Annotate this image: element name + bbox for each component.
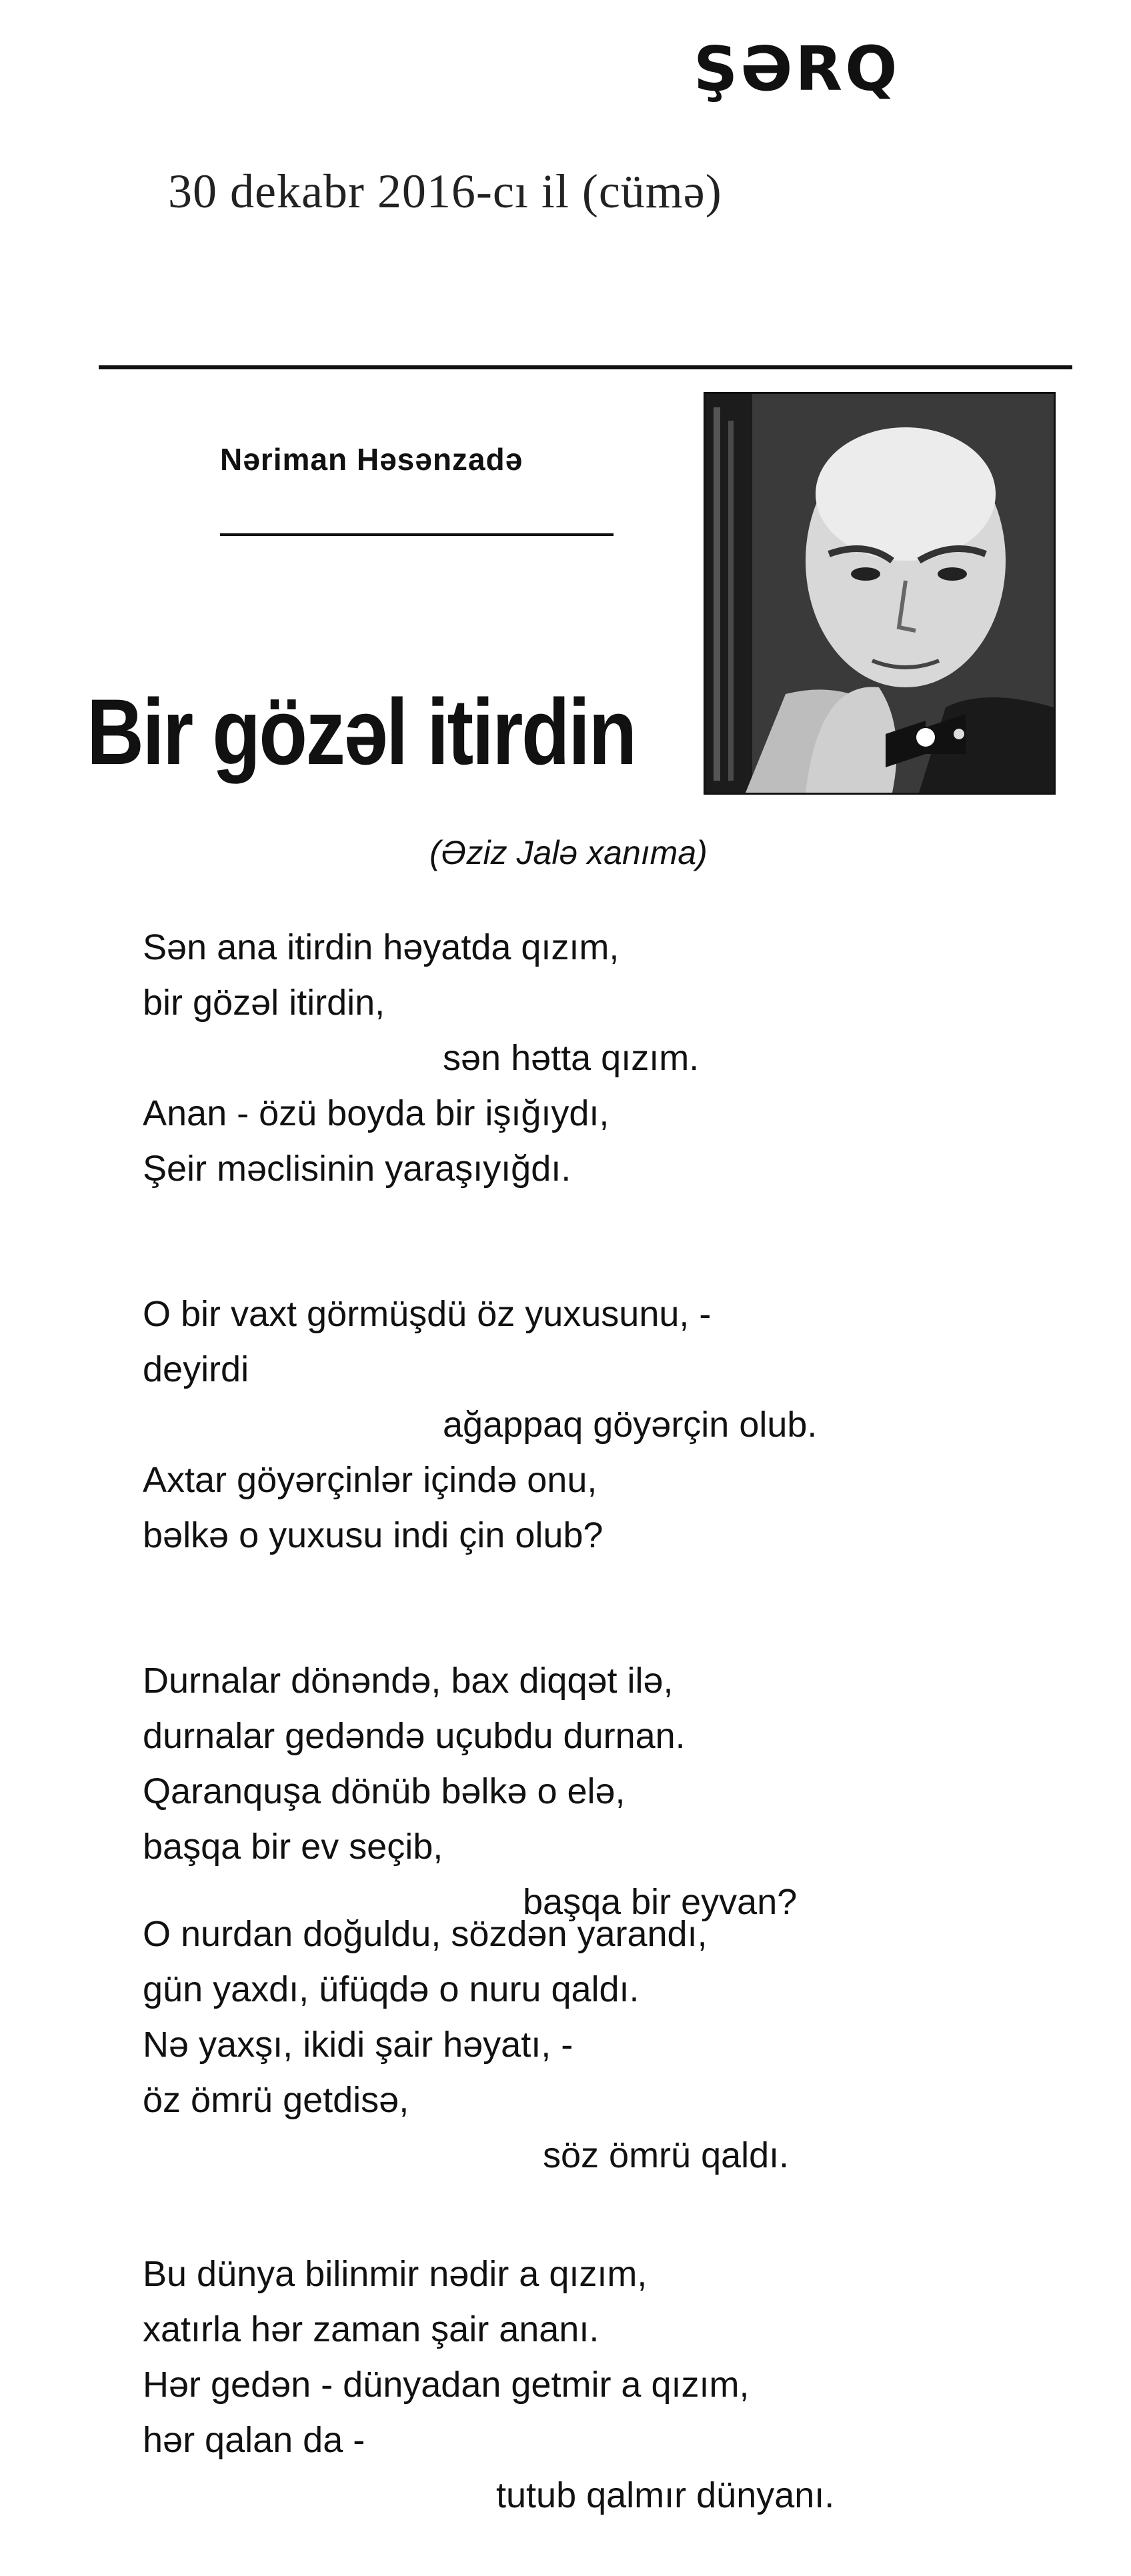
stanza-3	[143, 1653, 797, 1930]
poem-line: Hər gedən - dünyadan getmir a qızım,	[143, 2365, 750, 2405]
author-name: Nəriman Həsənzadə	[220, 442, 523, 477]
masthead: ŞƏRQ	[694, 33, 900, 105]
poem-line: Nə yaxşı, ikidi şair həyatı, -	[143, 2025, 574, 2065]
poem-line: öz ömrü getdisə,	[143, 2080, 409, 2120]
poem-line: başqa bir eyvan?	[523, 1882, 798, 1922]
poem-line: gün yaxdı, üfüqdə o nuru qaldı.	[143, 1969, 640, 2009]
poem-line: başqa bir ev seçib,	[143, 1827, 443, 1867]
poem-line: bəlkə o yuxusu indi çin olub?	[143, 1515, 604, 1555]
poem-line: durnalar gedəndə uçubdu durnan.	[143, 1716, 686, 1756]
poem-line: Axtar göyərçinlər içində onu,	[143, 1460, 598, 1500]
poem-line: hər qalan da -	[143, 2420, 365, 2460]
poem-line: xatırla hər zaman şair ananı.	[143, 2309, 600, 2349]
stanza-4	[143, 1907, 789, 2183]
dedication: (Əziz Jalə xanıma)	[429, 834, 708, 871]
poem-line: bir gözəl itirdin,	[143, 983, 385, 1023]
poem-line: O bir vaxt görmüşdü öz yuxusunu, -	[143, 1294, 712, 1334]
poem-line: ağappaq göyərçin olub.	[443, 1405, 818, 1445]
author-portrait-photo-icon	[706, 394, 1054, 793]
author-photo	[704, 392, 1056, 795]
poem-line: O nurdan doğuldu, sözdən yarandı,	[143, 1914, 708, 1954]
article-title: Bir gözəl itirdin	[87, 679, 636, 784]
dateline: 30 dekabr 2016-cı il (cümə)	[168, 165, 722, 218]
poem-line: sən hətta qızım.	[443, 1038, 700, 1078]
poem-line: tutub qalmır dünyanı.	[496, 2475, 835, 2515]
stanza-5	[143, 2247, 834, 2523]
top-rule	[99, 365, 1072, 369]
stanza-1	[143, 920, 699, 1197]
poem-line: deyirdi	[143, 1349, 249, 1389]
poem-line: Durnalar dönəndə, bax diqqət ilə,	[143, 1661, 674, 1701]
author-rule	[220, 533, 614, 536]
stanza-2	[143, 1287, 817, 1563]
poem-line: Şeir məclisinin yaraşıyığdı.	[143, 1149, 572, 1189]
poem-line: söz ömrü qaldı.	[543, 2135, 790, 2175]
poem-line: Qaranquşa dönüb bəlkə o elə,	[143, 1771, 626, 1811]
poem-line: Sən ana itirdin həyatda qızım,	[143, 927, 620, 967]
poem-line: Bu dünya bilinmir nədir a qızım,	[143, 2254, 648, 2294]
poem-line: Anan - özü boyda bir işığıydı,	[143, 1093, 610, 1133]
